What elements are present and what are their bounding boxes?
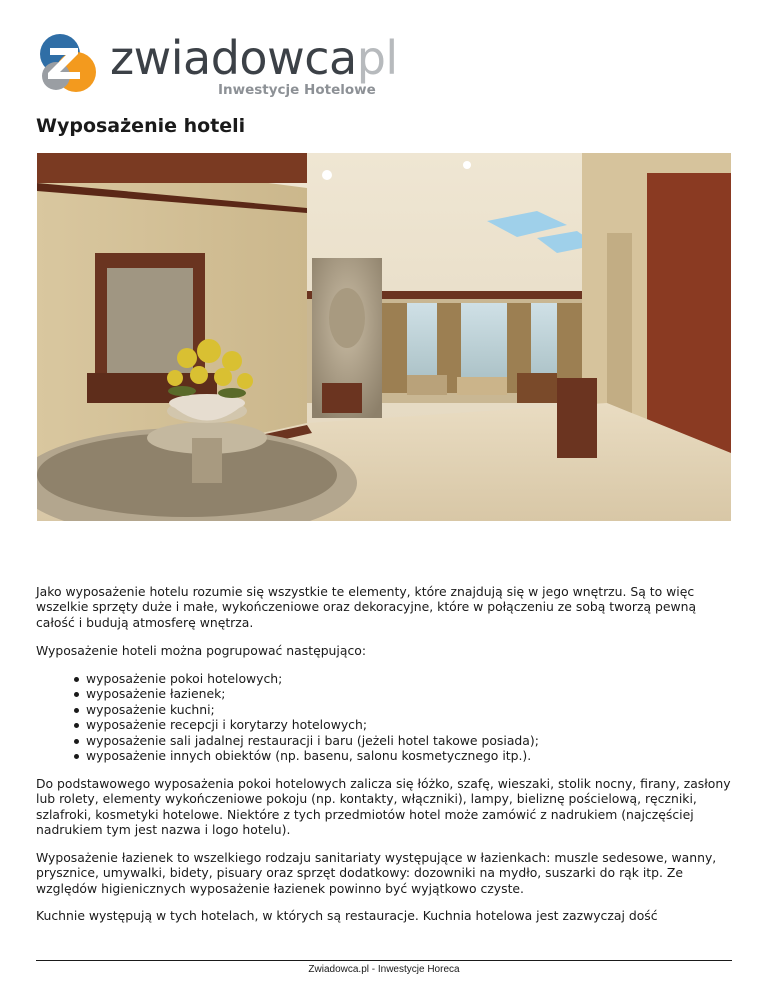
- page-footer: Zwiadowca.pl - Inwestycje Horeca: [308, 964, 460, 975]
- list-item: wyposażenie pokoi hotelowych;: [86, 671, 768, 686]
- rooms-paragraph: Do podstawowego wyposażenia pokoi hotelowych zalicza się łóżko, szafę, wieszaki, stolik nocny, firany, zasłony lub rolety, elementy wykończeniowe pokoju (np. kontakty, włączniki), lampy, bieliznę pościelową, ręczniki, szlafroki, kosmetyki hotelowe. Niektóre z tych przedmiotów hotel może zamówić z nadrukiem (najczęściej nadrukiem tym jest nazwa i logo hotelu).: [36, 776, 731, 837]
- site-logo[interactable]: [36, 28, 436, 100]
- page-title: Wyposażenie hoteli: [36, 115, 246, 137]
- logo-main-text: zwiadowca: [110, 31, 357, 85]
- intro-paragraph: Jako wyposażenie hotelu rozumie się wszystkie te elementy, które znajdują się w jego wnętrzu. Są to więc wszelkie sprzęty duże i małe, wykończeniowe oraz dekoracyjne, które w połączeniu ze sobą tworzą pewną całość i budują atmosferę wnętrza.: [36, 584, 697, 630]
- logo-suffix-text: pl: [356, 31, 398, 85]
- bathrooms-paragraph: Wyposażenie łazienek to wszelkiego rodzaju sanitariaty występujące w łazienkach: muszle sedesowe, wanny, prysznice, umywalki, bidety, pisuary oraz sprzęt dodatkowy: dozowniki na mydło, suszarki do rąk itp. Ze względów higienicznych wyposażenie łazienek powinno być wyjątkowo czyste.: [36, 850, 717, 896]
- equipment-category-list: [36, 671, 768, 763]
- list-item: wyposażenie kuchni;: [86, 702, 768, 717]
- logo-wordmark: [110, 30, 398, 86]
- footer-divider: [36, 960, 732, 961]
- list-item: wyposażenie sali jadalnej restauracji i baru (jeżeli hotel takowe posiada);: [86, 733, 768, 748]
- logo-tagline: Inwestycje Hotelowe: [218, 82, 376, 98]
- hotel-lobby-photo: [37, 153, 731, 521]
- list-item: wyposażenie innych obiektów (np. basenu, salonu kosmetycznego itp.).: [86, 748, 768, 763]
- kitchens-paragraph: Kuchnie występują w tych hotelach, w których są restauracje. Kuchnia hotelowa jest zazwyczaj dość: [36, 908, 658, 923]
- zwiadowca-z-logo-icon: [36, 32, 98, 94]
- list-item: wyposażenie recepcji i korytarzy hotelowych;: [86, 717, 768, 732]
- list-item: wyposażenie łazienek;: [86, 686, 768, 701]
- grouping-paragraph: Wyposażenie hoteli można pogrupować następująco:: [36, 643, 367, 658]
